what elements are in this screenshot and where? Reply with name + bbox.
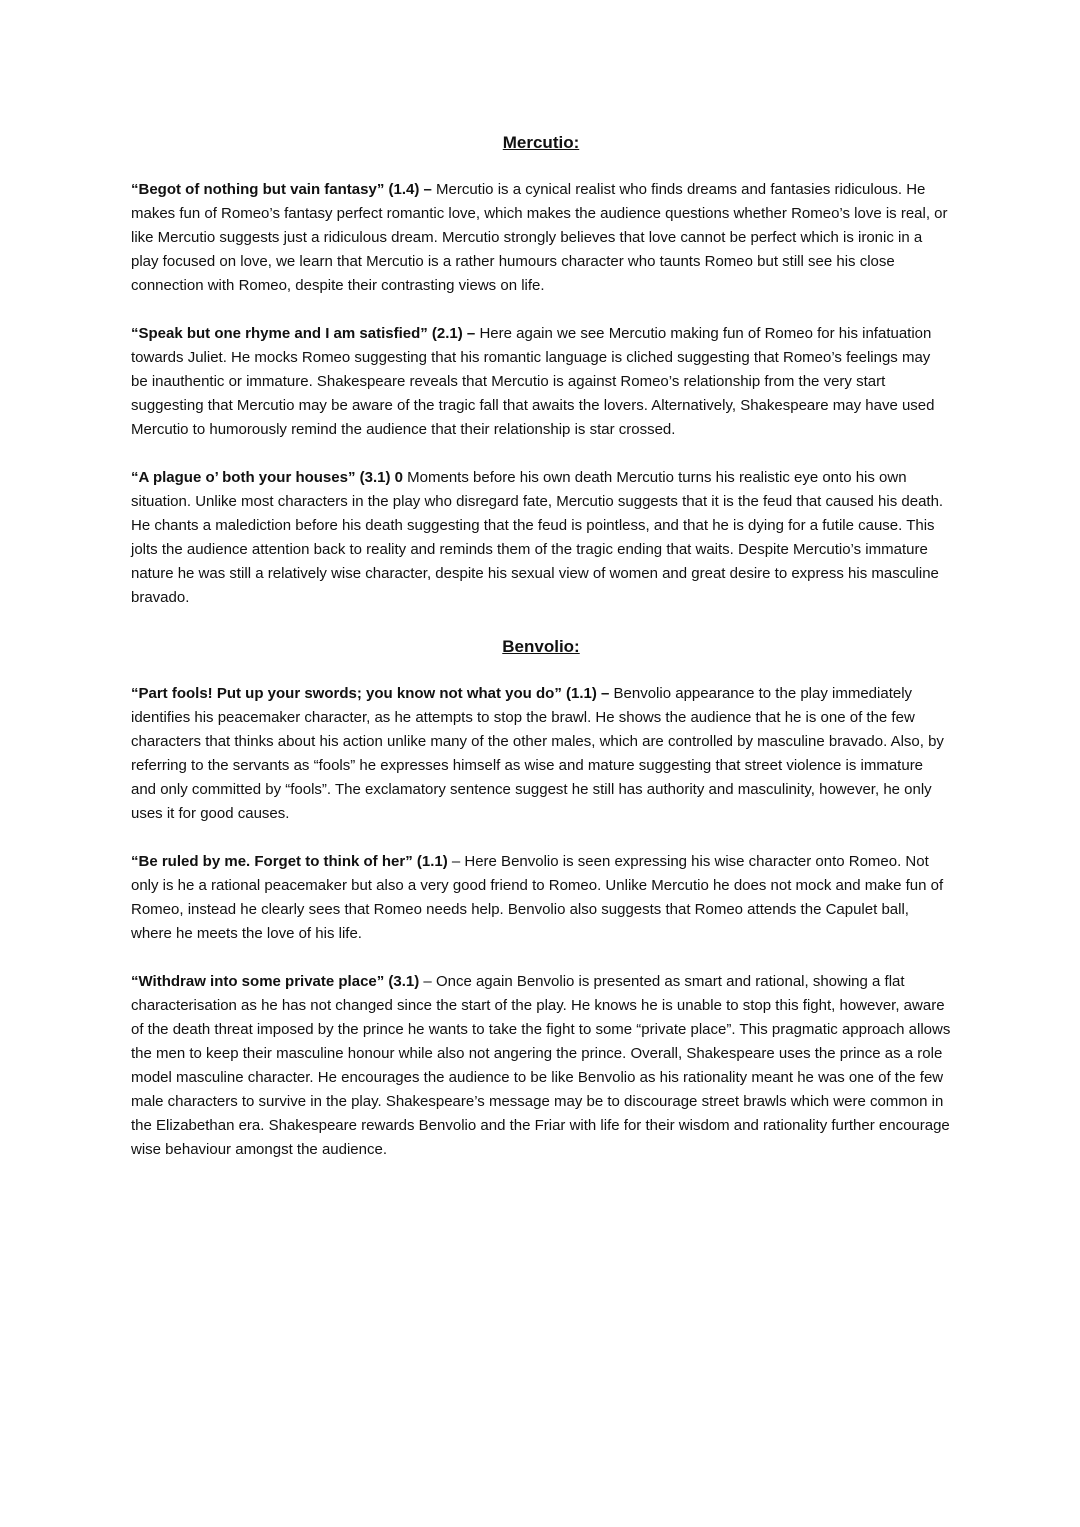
analysis-text: Mercutio is a cynical realist who finds dreams and fantasies ridiculous. He makes fun of Romeo’s fantasy perfect romantic love, which makes the audience questions whether Romeo’s love is real, or like Mercutio suggests just a ridiculous dream. Mercutio strongly believes that love cannot be perfect which is ironic in a play focused on love, we learn that Mercutio is a rather humours character who taunts Romeo but still see his close connection with Romeo, despite their contrasting views on life. xyxy=(131,181,948,294)
analysis-text: Benvolio appearance to the play immediately identifies his peacemaker character, as he attempts to stop the brawl. He shows the audience that he is one of the few characters that thinks about his action unlike many of the other males, which are controlled by masculine bravado. Also, by referring to the servants as “fools” he expresses himself as wise and mature suggesting that street violence is immature and only committed by “fools”. The exclamatory sentence suggest he still has authority and masculinity, however, he only uses it for good causes. xyxy=(131,685,944,822)
analysis-text: Moments before his own death Mercutio turns his realistic eye onto his own situation. Unlike most characters in the play who disregard fate, Mercutio suggests that it is the feud that caused his death. He chants a malediction before his death suggesting that the feud is pointless, and that he is dying for a futile cause. This jolts the audience attention back to reality and reminds them of the tragic ending that waits. Despite Mercutio’s immature nature he was still a relatively wise character, despite his sexual view of women and great desire to express his masculine bravado. xyxy=(131,469,944,606)
paragraph xyxy=(131,322,951,442)
document-content xyxy=(131,130,951,1186)
quote: “A plague o’ both your houses” (3.1) 0 xyxy=(131,469,403,486)
analysis-text: – Once again Benvolio is presented as smart and rational, showing a flat characterisation as he has not changed since the start of the play. He knows he is unable to stop this fight, however, aware of the death threat imposed by the prince he wants to take the fight to some “private place”. This pragmatic approach allows the men to keep their masculine honour while also not angering the prince. Overall, Shakespeare uses the prince as a role model masculine character. He encourages the audience to be like Benvolio as his rationality meant he was one of the few male characters to survive in the play. Shakespeare’s message may be to discourage street brawls which were common in the Elizabethan era. Shakespeare rewards Benvolio and the Friar with life for their wisdom and rationality further encourage wise behaviour amongst the audience. xyxy=(131,973,951,1158)
paragraph xyxy=(131,970,951,1162)
analysis-text: – Here Benvolio is seen expressing his wise character onto Romeo. Not only is he a rational peacemaker but also a very good friend to Romeo. Unlike Mercutio he does not mock and make fun of Romeo, instead he clearly sees that Romeo needs help. Benvolio also suggests that Romeo attends the Capulet ball, where he meets the love of his life. xyxy=(131,853,944,942)
section-heading: Benvolio: xyxy=(502,637,580,656)
section-benvolio xyxy=(131,634,951,1162)
paragraph xyxy=(131,850,951,946)
paragraph xyxy=(131,682,951,826)
paragraph xyxy=(131,178,951,298)
section-heading: Mercutio: xyxy=(502,133,580,152)
quote: “Begot of nothing but vain fantasy” (1.4) – xyxy=(131,181,432,198)
quote: “Speak but one rhyme and I am satisfied” (2.1) – xyxy=(131,325,476,342)
paragraph xyxy=(131,466,951,610)
quote: “Withdraw into some private place” (3.1) xyxy=(131,973,420,990)
section-mercutio xyxy=(131,130,951,610)
analysis-text: Here again we see Mercutio making fun of Romeo for his infatuation towards Juliet. He mocks Romeo suggesting that his romantic language is cliched suggesting that Romeo’s feelings may be inauthentic or immature. Shakespeare reveals that Mercutio is against Romeo’s relationship from the very start suggesting that Mercutio may be aware of the tragic fall that awaits the lovers. Alternatively, Shakespeare may have used Mercutio to humorously remind the audience that their relationship is star crossed. xyxy=(131,325,935,438)
quote: “Be ruled by me. Forget to think of her” (1.1) xyxy=(131,853,448,870)
quote: “Part fools! Put up your swords; you know not what you do” (1.1) – xyxy=(131,685,610,702)
